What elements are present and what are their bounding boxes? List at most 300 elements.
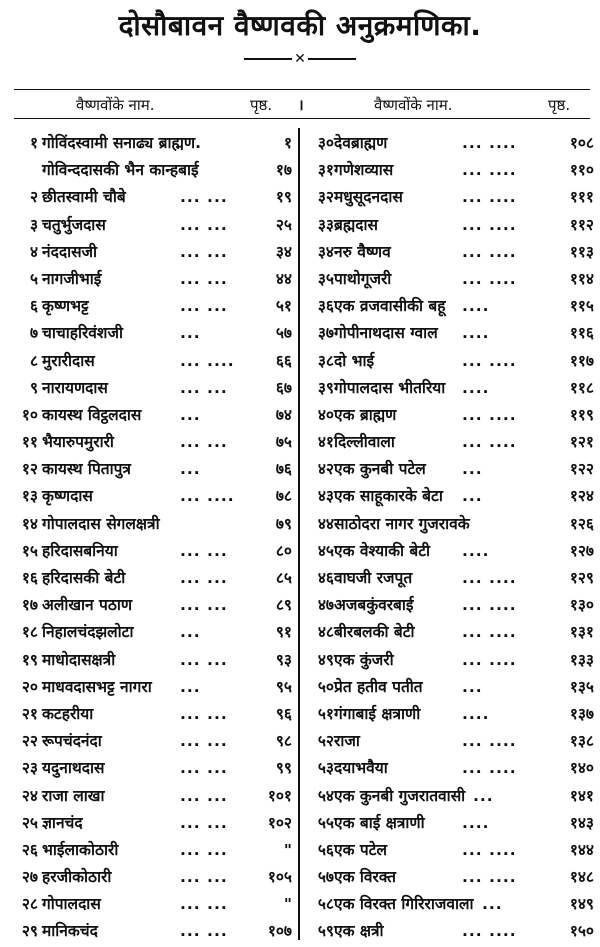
index-entry (10, 375, 300, 402)
entry-page-number: १३३ (569, 650, 594, 669)
index-entry (10, 674, 300, 701)
entry-name: वाघजी रजपूत (334, 569, 413, 587)
entry-leader-dots: ... ... (180, 704, 228, 723)
entry-name: प्रेत हतीव पतीत (334, 677, 423, 696)
index-entry (10, 619, 300, 646)
entry-number: १० (21, 405, 38, 424)
entry-name: कायस्थ पितापुत्र (42, 460, 131, 479)
entry-number: २७ (21, 868, 38, 887)
entry-number: ४८ (317, 623, 334, 642)
entry-leader-dots: ... (180, 677, 201, 696)
index-entry (304, 538, 594, 565)
entry-leader-dots: .... (462, 541, 490, 560)
entry-name: राजा (334, 732, 360, 751)
index-entry (10, 402, 300, 429)
entry-page-number: ११० (569, 161, 594, 180)
entry-number: २५ (21, 813, 38, 832)
entry-name: गोपालदास सेगलक्षत्री (42, 514, 160, 533)
entry-leader-dots: ... .... (180, 487, 235, 506)
header-right-page: पृष्ठ. (548, 96, 571, 114)
entry-name: भाईलाकोठारी (42, 840, 119, 859)
index-entry (10, 456, 300, 483)
entry-page-number: ९५ (275, 677, 292, 696)
entry-page-number: १९ (275, 188, 292, 207)
entry-name: गोविन्ददासकी भैन कान्हबाई (42, 161, 199, 180)
entry-leader-dots: ... ... (180, 786, 228, 805)
entry-leader-dots: ... .... (180, 351, 235, 370)
entry-page-number: १३१ (569, 623, 594, 642)
entry-number: २ (29, 188, 38, 207)
entry-name: गोपालदास भीतरिया (334, 378, 446, 397)
entry-number: ६ (29, 297, 38, 316)
entry-name: एक क्षत्री (334, 922, 384, 941)
index-entry (304, 320, 594, 347)
entry-leader-dots: .... (462, 378, 490, 397)
page-title: दोसौबावन वैष्णवकी अनुक्रमणिका. (118, 9, 482, 42)
entry-page-number: ८९ (275, 596, 292, 615)
index-entry (10, 701, 300, 728)
index-entry (10, 728, 300, 755)
entry-page-number: ८५ (275, 569, 292, 587)
entry-number: ३३ (317, 215, 334, 234)
entry-number: ४३ (317, 487, 334, 506)
entry-leader-dots: ... (462, 460, 483, 479)
entry-name: माधवदासभट्ट नागरा (42, 677, 152, 696)
entry-name: कायस्थ विट्ठलदास (42, 405, 142, 424)
left-column (10, 130, 300, 946)
entry-page-number: १२२ (569, 460, 594, 479)
entry-number: १४ (21, 514, 38, 533)
entry-leader-dots: ... ... (180, 596, 228, 615)
entry-number: ४१ (317, 433, 334, 452)
header-separator: । (298, 96, 304, 114)
entry-name: मानिकचंद (42, 922, 98, 941)
entry-number: २१ (21, 704, 38, 723)
index-entry (10, 647, 300, 674)
ornament-line-right (308, 58, 356, 60)
entry-number: ३६ (317, 297, 334, 316)
entry-page-number: १०१ (267, 786, 292, 805)
entry-name: एक कुनबी पटेल (334, 460, 426, 479)
entry-page-number: १४१ (569, 786, 594, 805)
index-entry (304, 212, 594, 239)
entry-leader-dots: ... .... (462, 242, 517, 261)
entry-name: साठोदरा नागर गुजरावके (334, 514, 470, 533)
index-entry (304, 130, 594, 157)
entry-number: ४२ (317, 460, 334, 479)
entry-number: ५२ (317, 732, 334, 751)
entry-leader-dots: ... .... (462, 732, 517, 751)
entry-page-number: १४० (569, 759, 594, 778)
entry-leader-dots: ... ... (180, 650, 228, 669)
entry-number: ३२ (317, 188, 334, 207)
entry-number: १ (29, 134, 38, 152)
entry-number: ४ (29, 242, 38, 261)
entry-number: ४५ (317, 541, 334, 560)
entry-number: ५८ (317, 895, 334, 914)
entry-name: गणेशव्यास (334, 161, 394, 180)
index-entry (304, 293, 594, 320)
entry-number: ४७ (317, 596, 334, 615)
entry-page-number: ११९ (569, 405, 594, 424)
entry-number: १५ (21, 541, 38, 560)
entry-name: दो भाई (334, 351, 375, 370)
index-entry (304, 239, 594, 266)
entry-page-number: ७६ (275, 460, 292, 479)
entry-number: २३ (21, 759, 38, 778)
entry-leader-dots: ... .... (462, 188, 517, 207)
index-entry (304, 348, 594, 375)
entry-leader-dots: ... .... (462, 596, 517, 615)
entry-leader-dots: ... ... (180, 541, 228, 560)
entry-name: अजबकुंवरबाई (334, 596, 414, 615)
entry-leader-dots: ... ... (180, 188, 228, 207)
entry-name: ज्ञानचंद (42, 813, 83, 832)
entry-leader-dots: ... .... (462, 623, 517, 642)
entry-page-number: ९९ (275, 759, 292, 778)
entry-leader-dots: ... (180, 324, 201, 343)
entry-leader-dots: ... ... (180, 732, 228, 751)
entry-page-number: ७९ (275, 514, 292, 533)
entry-page-number: १३५ (569, 677, 594, 696)
entry-number: ३४ (317, 242, 334, 261)
entry-page-number: ११८ (569, 378, 594, 397)
entry-page-number: १२७ (569, 541, 594, 560)
entry-name: हरिदासकी बेटी (42, 569, 126, 587)
index-entry (304, 456, 594, 483)
entry-page-number: ९८ (275, 732, 292, 751)
entry-page-number: १२६ (569, 514, 594, 533)
index-entry (304, 375, 594, 402)
entry-leader-dots: ... .... (462, 405, 517, 424)
entry-leader-dots: ... ... (180, 269, 228, 288)
entry-name: हरिदासबनिया (42, 541, 118, 560)
entry-page-number: १३७ (569, 704, 594, 723)
entry-name: एक ब्राह्मण (334, 405, 397, 424)
entry-leader-dots: ... .... (462, 269, 517, 288)
index-entry (304, 701, 594, 728)
entry-number: ११ (21, 433, 38, 452)
entry-name: ब्रह्मदास (334, 215, 378, 234)
entry-leader-dots: ... .... (462, 650, 517, 669)
entry-leader-dots: ... ... (180, 433, 228, 452)
entry-name: एक विरक्त गिरिराजवाला (334, 895, 474, 914)
entry-leader-dots: ... (462, 487, 483, 506)
index-entry (304, 157, 594, 184)
entry-page-number: १०५ (267, 868, 292, 887)
entry-page-number: १४३ (569, 813, 594, 832)
entry-leader-dots: ... (462, 677, 483, 696)
entry-name: बीरबलकी बेटी (334, 623, 415, 642)
entry-leader-dots: ... .... (462, 759, 517, 778)
entry-name: कृष्णभट्ट (42, 297, 89, 316)
entry-number: ५६ (317, 840, 334, 859)
entry-name: एक वेश्याकी बेटी (334, 541, 431, 560)
entry-number: ७ (29, 324, 38, 343)
entry-name: अलीखान पठाण (42, 596, 133, 615)
entry-number: ९ (29, 378, 38, 397)
index-entry (304, 266, 594, 293)
index-entry (10, 755, 300, 782)
entry-page-number: १११ (569, 188, 594, 207)
entry-number: ३८ (317, 351, 334, 370)
top-rule (14, 89, 590, 90)
entry-name: हरजीकोठारी (42, 868, 112, 887)
entry-leader-dots: .... (462, 813, 490, 832)
entry-number: ३५ (317, 269, 334, 288)
index-entry (10, 266, 300, 293)
entry-number: ५९ (317, 922, 334, 941)
entry-number: ४० (317, 405, 334, 424)
entry-name: यदुनाथदास (42, 759, 105, 778)
entry-name: एक पटेल (334, 840, 387, 859)
entry-leader-dots: ... ... (180, 813, 228, 832)
entry-page-number: ७८ (275, 487, 292, 506)
entry-leader-dots: ... ... (180, 895, 228, 914)
entry-page-number: ११२ (569, 215, 594, 234)
index-entry (304, 864, 594, 891)
entry-number: ५० (317, 677, 334, 696)
header-left-page: पृष्ठ. (250, 96, 273, 114)
index-entry (10, 212, 300, 239)
entry-number: २२ (21, 732, 38, 751)
index-entry (10, 864, 300, 891)
index-entry (304, 402, 594, 429)
entry-name: नागजीभाई (42, 269, 102, 288)
entry-page-number: ६६ (275, 351, 292, 370)
entry-page-number: १५० (569, 922, 594, 941)
entry-page-number: १४९ (569, 895, 594, 914)
title-ornament (0, 52, 600, 66)
entry-name: राजा लाखा (42, 786, 105, 805)
index-entry (10, 783, 300, 810)
entry-page-number: १३० (569, 596, 594, 615)
entry-number: १२ (21, 460, 38, 479)
entry-number: २८ (21, 895, 38, 914)
entry-page-number: ११५ (569, 297, 594, 316)
entry-leader-dots: ... .... (462, 868, 517, 887)
entry-name: गंगाबाई क्षत्राणी (334, 704, 421, 723)
entry-leader-dots: ... ... (180, 569, 228, 587)
entry-name: नारायणदास (42, 378, 108, 397)
index-entry (10, 293, 300, 320)
index-entry (10, 891, 300, 918)
index-entry (304, 918, 594, 945)
entry-page-number: " (283, 895, 292, 914)
index-entry (10, 157, 300, 184)
entry-page-number: ११७ (569, 351, 594, 370)
entry-number: ३७ (317, 324, 334, 343)
entry-leader-dots: .... (462, 297, 490, 316)
entry-leader-dots: ... .... (462, 215, 517, 234)
index-entry (304, 891, 594, 918)
entry-name: गोपालदास (42, 895, 101, 914)
entry-name: भैयारुपमुरारी (42, 433, 114, 452)
index-entry (10, 918, 300, 945)
entry-leader-dots: .... (462, 704, 490, 723)
right-column (304, 130, 594, 946)
entry-page-number: १२४ (569, 487, 594, 506)
entry-leader-dots: ... ... (180, 922, 228, 941)
entry-leader-dots: ... (482, 895, 503, 914)
index-entry (10, 239, 300, 266)
entry-number: ३ (29, 215, 38, 234)
index-entry (10, 837, 300, 864)
entry-leader-dots: ... .... (462, 161, 517, 180)
entry-number: ५ (29, 269, 38, 288)
entry-number: १३ (21, 487, 38, 506)
entry-number: १८ (21, 623, 38, 642)
index-entry (304, 810, 594, 837)
entry-name: मुरारीदास (42, 351, 95, 370)
index-entry (304, 429, 594, 456)
entry-page-number: २५ (275, 215, 292, 234)
entry-leader-dots: ... .... (462, 922, 517, 941)
entry-leader-dots: ... ... (180, 378, 228, 397)
entry-name: माधोदासक्षत्री (42, 650, 116, 669)
table-header (0, 95, 600, 115)
entry-name: नरु वैष्णव (334, 242, 391, 261)
entry-name: एक बाई क्षत्राणी (334, 813, 425, 832)
entry-leader-dots: ... (180, 623, 201, 642)
entry-number: ३१ (317, 161, 334, 180)
entry-page-number: ५१ (275, 297, 292, 316)
index-entry (304, 647, 594, 674)
entry-name: चतुर्भुजदास (42, 215, 106, 234)
entry-page-number: ८० (275, 541, 292, 560)
index-entry (10, 511, 300, 538)
entry-leader-dots: ... .... (462, 433, 517, 452)
entry-page-number: ११६ (569, 324, 594, 343)
index-entry (10, 565, 300, 592)
index-entry (10, 348, 300, 375)
entry-number: ४९ (317, 650, 334, 669)
flourish-icon: ✕ (294, 51, 306, 67)
entry-name: एक कुंजरी (334, 650, 394, 669)
entry-number: ५४ (317, 786, 334, 805)
entry-name: एक विरक्त (334, 868, 396, 887)
entry-name: छीतस्वामी चौबे (42, 188, 126, 207)
entry-leader-dots: ... .... (462, 569, 517, 587)
entry-name: मधुसूदनदास (334, 188, 403, 207)
entry-name: एक कुनबी गुजरातवासी (334, 786, 466, 805)
entry-leader-dots: ... ... (180, 242, 228, 261)
entry-leader-dots: ... .... (462, 134, 517, 152)
entry-page-number: ५७ (275, 324, 292, 343)
index-entry (304, 755, 594, 782)
index-entry (304, 837, 594, 864)
entry-number: ८ (29, 351, 38, 370)
entry-number: ४४ (317, 514, 334, 533)
index-entry (304, 565, 594, 592)
header-rule (14, 118, 590, 119)
entry-leader-dots: ... (180, 460, 201, 479)
entry-name: देवब्राह्मण (334, 134, 388, 152)
entry-number: ३० (317, 134, 334, 152)
entry-number: ४६ (317, 569, 334, 587)
entry-number: २९ (21, 922, 38, 941)
entry-name: एक साहूकारके बेटा (334, 487, 443, 506)
entry-leader-dots: ... ... (180, 759, 228, 778)
entry-number: १६ (21, 569, 38, 587)
entry-leader-dots: ... (180, 405, 201, 424)
entry-name: गोविंदस्वामी सनाढ्य ब्राह्मण. (42, 134, 201, 152)
entry-leader-dots: ... (473, 786, 494, 805)
entry-leader-dots: ... ... (180, 840, 228, 859)
index-entry (304, 728, 594, 755)
entry-number: २६ (21, 840, 38, 859)
entry-page-number: १४८ (569, 868, 594, 887)
entry-page-number: १३८ (569, 732, 594, 751)
header-right-names: वैष्णवोंके नाम. (374, 96, 453, 114)
entry-page-number: १२१ (569, 433, 594, 452)
index-entry (304, 511, 594, 538)
entry-name: गोपीनाथदास ग्वाल (334, 324, 438, 343)
entry-number: ५७ (317, 868, 334, 887)
entry-number: २० (21, 677, 38, 696)
header-left-names: वैष्णवोंके नाम. (76, 96, 155, 114)
entry-page-number: १०२ (267, 813, 292, 832)
entry-page-number: १०८ (569, 134, 594, 152)
entry-name: एक व्रजवासीकी बहू (334, 297, 446, 316)
entry-page-number: ७५ (275, 433, 292, 452)
entry-name: दिल्लीवाला (334, 433, 395, 452)
entry-name: पाथोगूजरी (334, 269, 392, 288)
index-entry (304, 783, 594, 810)
entry-number: २४ (21, 786, 38, 805)
entry-name: चाचाहरिवंशजी (42, 324, 123, 343)
index-entry (10, 130, 300, 157)
index-entry (304, 674, 594, 701)
entry-number: १९ (21, 650, 38, 669)
index-entry (10, 429, 300, 456)
entry-page-number: १४४ (569, 840, 594, 859)
entry-name: दयाभवैया (334, 759, 388, 778)
entry-page-number: ९१ (275, 623, 292, 642)
entry-name: रूपचंदनंदा (42, 732, 102, 751)
entry-page-number: ९६ (275, 704, 292, 723)
index-entry (10, 810, 300, 837)
entry-page-number: ४४ (275, 269, 292, 288)
entry-leader-dots: ... .... (462, 840, 517, 859)
entry-name: कृष्णदास (42, 487, 93, 506)
entry-leader-dots: ... ... (180, 868, 228, 887)
entry-name: नंददासजी (42, 242, 98, 261)
entry-page-number: १२९ (569, 569, 594, 587)
entry-number: १७ (21, 596, 38, 615)
entry-page-number: ११४ (569, 269, 594, 288)
entry-number: ५३ (317, 759, 334, 778)
entry-page-number: ३४ (275, 242, 292, 261)
entry-leader-dots: ... ... (180, 215, 228, 234)
entry-leader-dots: ... ... (180, 297, 228, 316)
entry-name: कटहरीया (42, 704, 94, 723)
entry-page-number: १०७ (267, 922, 292, 941)
index-entry (10, 483, 300, 510)
entry-number: ५५ (317, 813, 334, 832)
index-entry (10, 184, 300, 211)
entry-page-number: १ (283, 134, 292, 152)
entry-name: निहालचंदझलोटा (42, 623, 134, 642)
entry-page-number: १७ (275, 161, 292, 180)
index-entry (10, 538, 300, 565)
entry-page-number: " (283, 840, 292, 859)
index-entry (304, 592, 594, 619)
index-entry (304, 619, 594, 646)
entry-number: ५१ (317, 704, 334, 723)
entry-leader-dots: .... (462, 324, 490, 343)
ornament-line-left (244, 58, 292, 60)
